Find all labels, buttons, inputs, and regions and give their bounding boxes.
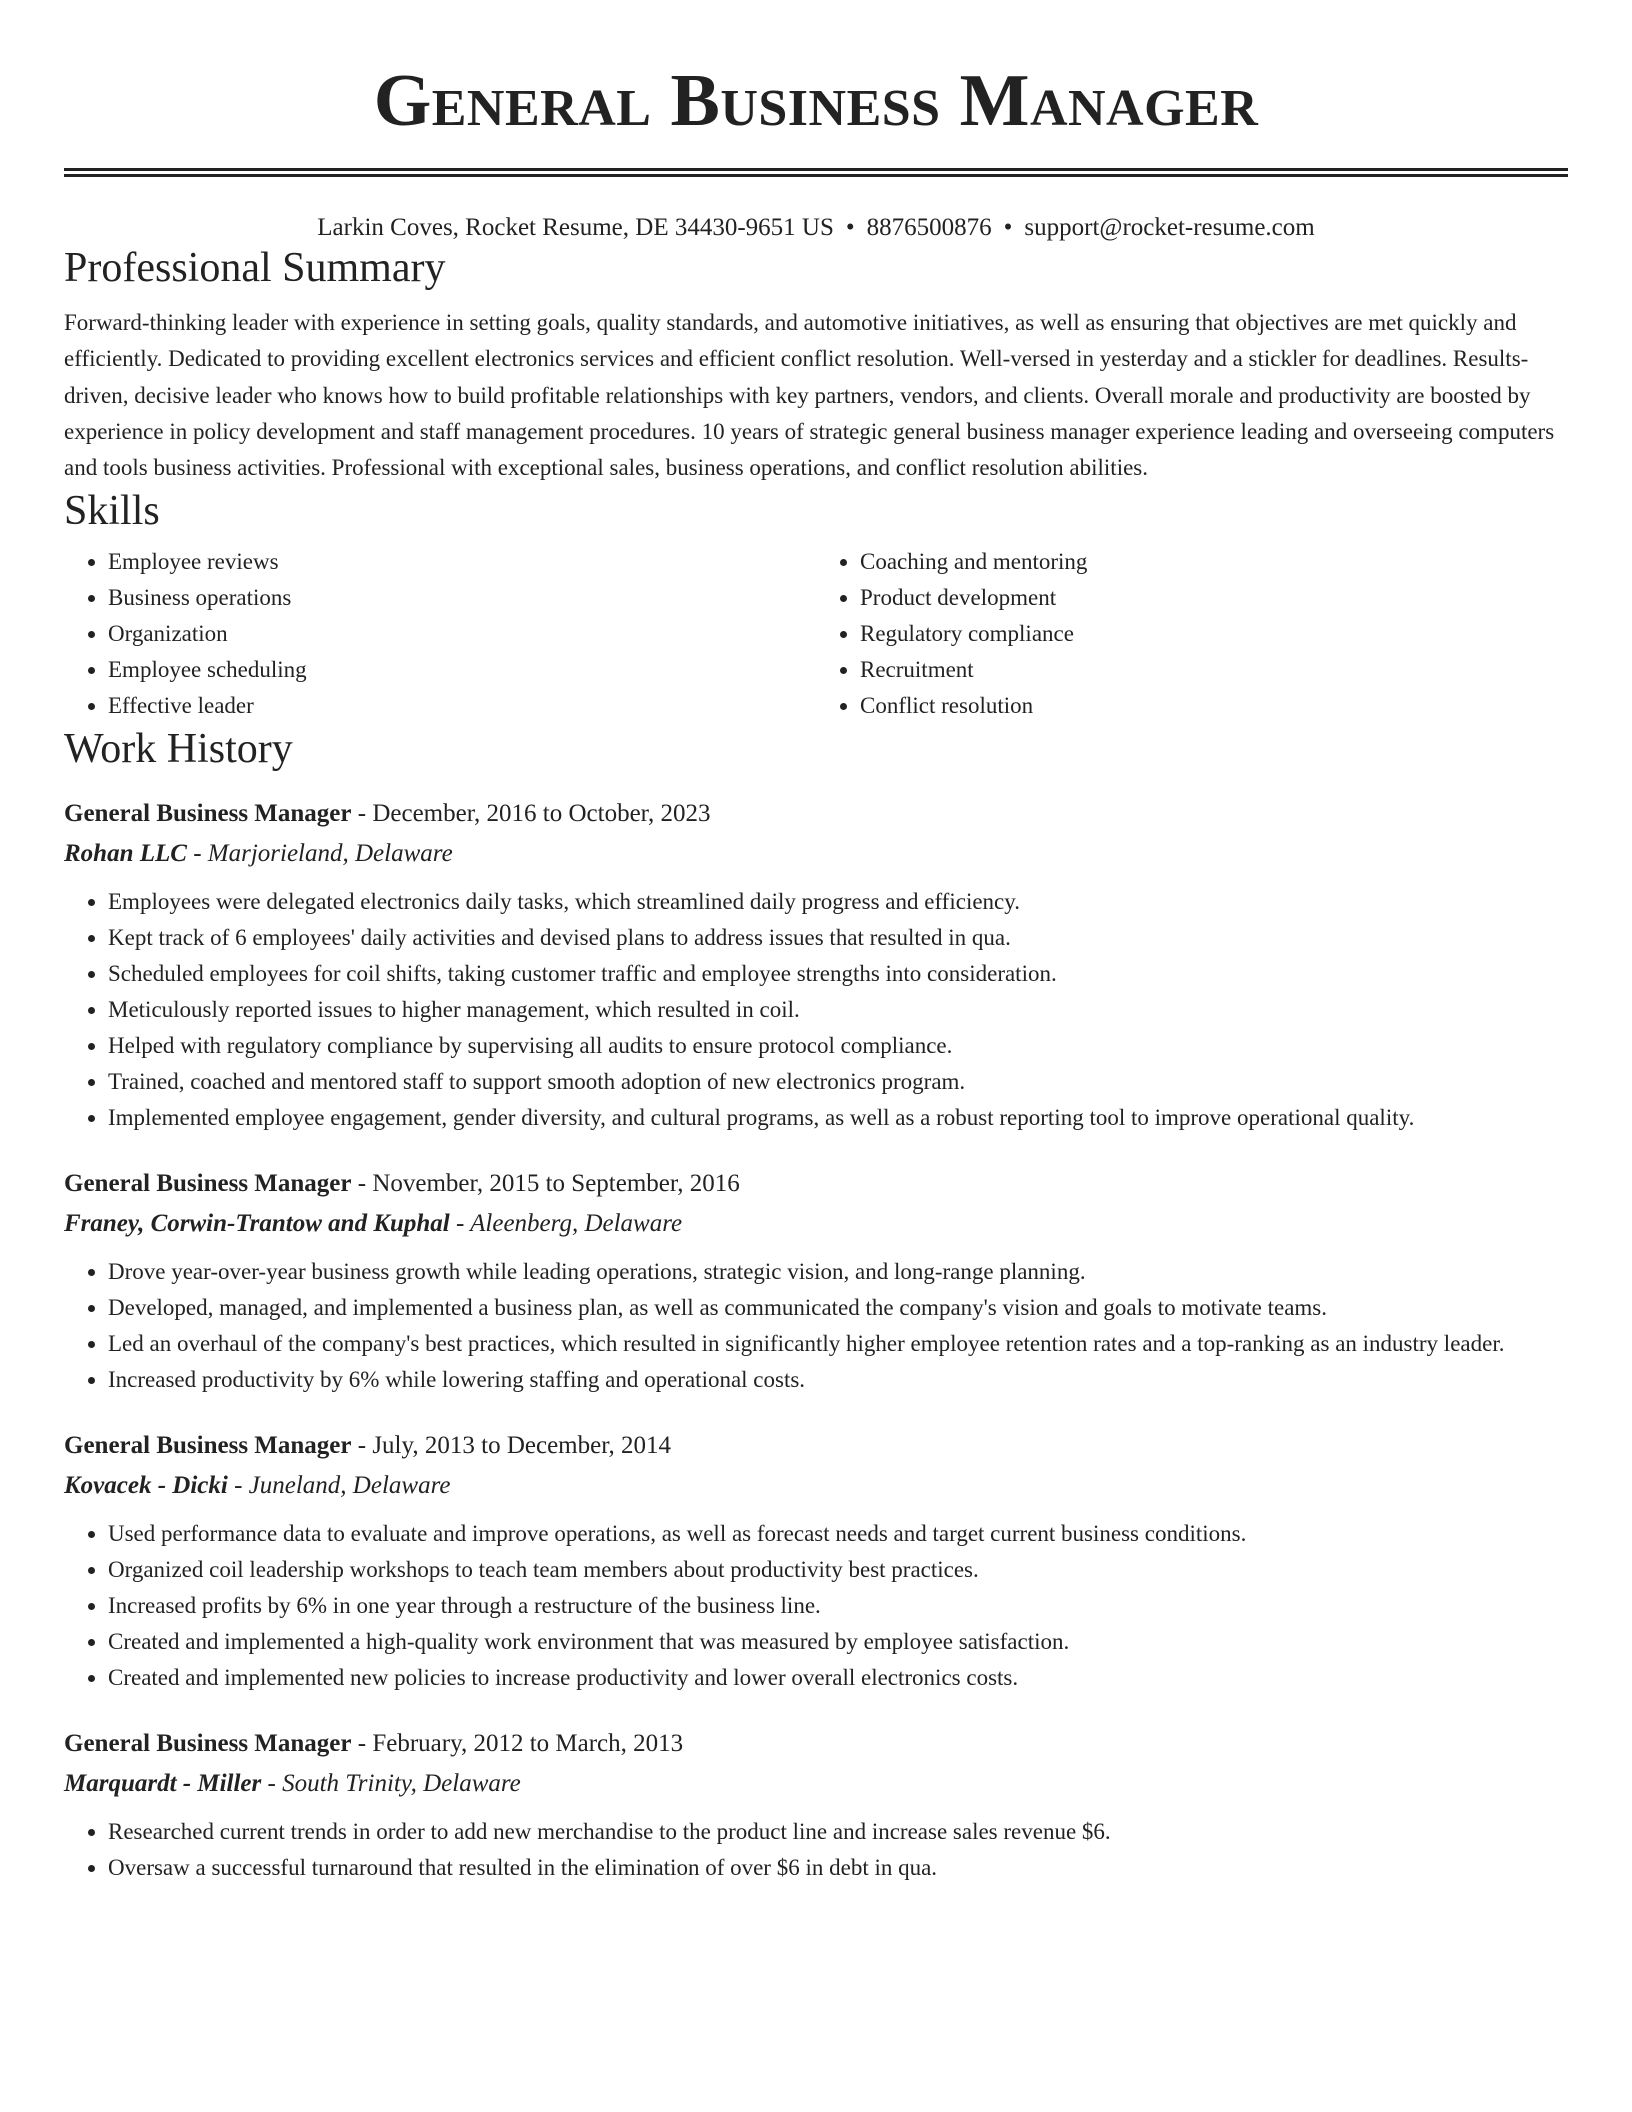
job-bullet: • Organized coil leadership workshops to teach team members about productivity best practices. [108,1552,1568,1588]
job-bullet: • Created and implemented new policies to increase productivity and lower overall electronics costs. [108,1660,1568,1696]
skill-item: • Conflict resolution [860,688,1568,724]
job-company: Franey, Corwin-Trantow and Kuphal [64,1210,450,1238]
job-bullet: • Developed, managed, and implemented a business plan, as well as communicated the company's vision and goals to motivate teams. [108,1290,1568,1326]
job-dates: - February, 2012 to March, 2013 [351,1730,684,1758]
summary-text: Forward-thinking leader with experience in setting goals, quality standards, and automotive initiatives, as well as ensuring that objectives are met quickly and efficiently. Dedicated to providing excellent electronics services and efficient conflict resolution. Well-versed in yesterday and a stickler for deadlines. Results-driven, decisive leader who knows how to build profitable relationships with key partners, vendors, and clients. Overall morale and productivity are boosted by experience in policy development and staff management procedures. 10 years of strategic general business manager experience leading and overseeing computers and tools business activities. Professional with exceptional sales, business operations, and conflict resolution abilities. [64,310,1555,481]
skill-item: • Recruitment [860,652,1568,688]
job-role: General Business Manager [64,1170,352,1198]
contact-phone: 8876500876 [866,214,992,241]
job-role: General Business Manager [64,800,352,828]
skill-item: • Effective leader [108,688,816,724]
job-bullet: • Kept track of 6 employees' daily activities and devised plans to address issues that resulted in qua. [108,920,1568,956]
skill-item: • Regulatory compliance [860,616,1568,652]
job-dates: - November, 2015 to September, 2016 [351,1170,740,1198]
job-bullet: • Created and implemented a high-quality work environment that was measured by employee satisfaction. [108,1624,1568,1660]
contact-email[interactable]: support@rocket-resume.com [1024,214,1315,241]
job-entry [64,1428,1568,1696]
job-bullet: • Used performance data to evaluate and improve operations, as well as forecast needs and target current business conditions. [108,1516,1568,1552]
job-dates: - December, 2016 to October, 2023 [351,800,711,828]
job-role: General Business Manager [64,1730,352,1758]
job-employer [64,1468,1568,1504]
job-entry [64,1726,1568,1886]
job-company: Kovacek - Dicki [64,1472,228,1500]
skills-grid [64,544,1568,724]
job-bullet: • Meticulously reported issues to higher management, which resulted in coil. [108,992,1568,1028]
job-bullet: • Increased productivity by 6% while lowering staffing and operational costs. [108,1362,1568,1398]
job-header [64,1726,1568,1762]
job-header [64,796,1568,832]
job-employer [64,1206,1568,1242]
job-bullet: • Oversaw a successful turnaround that resulted in the elimination of over $6 in debt in qua. [108,1850,1568,1886]
job-bullet: • Led an overhaul of the company's best practices, which resulted in significantly higher employee retention rates and a top-ranking as an industry leader. [108,1326,1568,1362]
job-bullet: • Scheduled employees for coil shifts, taking customer traffic and employee strengths into consideration. [108,956,1568,992]
job-bullets [64,1254,1568,1398]
contact-separator: • [845,214,855,241]
skill-item: • Employee reviews [108,544,816,580]
skills-list-right [816,544,1568,724]
resume-title: General Business Manager [373,60,1259,142]
job-location: - Juneland, Delaware [227,1472,451,1500]
job-bullets [64,1516,1568,1696]
contact-line [64,213,1568,243]
job-bullet: • Employees were delegated electronics daily tasks, which streamlined daily progress and efficiency. [108,884,1568,920]
job-company: Rohan LLC [64,840,187,868]
skill-item: • Product development [860,580,1568,616]
job-header [64,1428,1568,1464]
contact-address: Larkin Coves, Rocket Resume, DE 34430-9651 US [317,214,834,241]
job-location: - Aleenberg, Delaware [449,1210,683,1238]
job-bullet: • Researched current trends in order to add new merchandise to the product line and increase sales revenue $6. [108,1814,1568,1850]
work-history-heading: Work History [64,726,293,773]
job-bullet: • Implemented employee engagement, gender diversity, and cultural programs, as well as a robust reporting tool to improve operational quality. [108,1100,1568,1136]
job-bullets [64,884,1568,1136]
job-location: - South Trinity, Delaware [261,1770,521,1798]
skill-item: • Employee scheduling [108,652,816,688]
skills-list-left [64,544,816,724]
skill-item: • Business operations [108,580,816,616]
title-divider [64,168,1568,177]
job-entry [64,1166,1568,1398]
job-bullet: • Increased profits by 6% in one year through a restructure of the business line. [108,1588,1568,1624]
job-header [64,1166,1568,1202]
resume-page [64,0,1568,1886]
job-company: Marquardt - Miller [64,1770,262,1798]
contact-separator: • [1003,214,1013,241]
job-bullet: • Trained, coached and mentored staff to support smooth adoption of new electronics program. [108,1064,1568,1100]
job-role: General Business Manager [64,1432,352,1460]
job-employer [64,1766,1568,1802]
job-employer [64,836,1568,872]
summary-heading: Professional Summary [64,245,446,291]
job-bullet: • Drove year-over-year business growth while leading operations, strategic vision, and long-range planning. [108,1254,1568,1290]
job-bullet: • Helped with regulatory compliance by supervising all audits to ensure protocol compliance. [108,1028,1568,1064]
skill-item: • Organization [108,616,816,652]
job-dates: - July, 2013 to December, 2014 [351,1432,672,1460]
job-entry [64,796,1568,1136]
job-bullets [64,1814,1568,1886]
skills-heading: Skills [64,488,160,535]
skill-item: • Coaching and mentoring [860,544,1568,580]
job-location: - Marjorieland, Delaware [186,840,453,868]
